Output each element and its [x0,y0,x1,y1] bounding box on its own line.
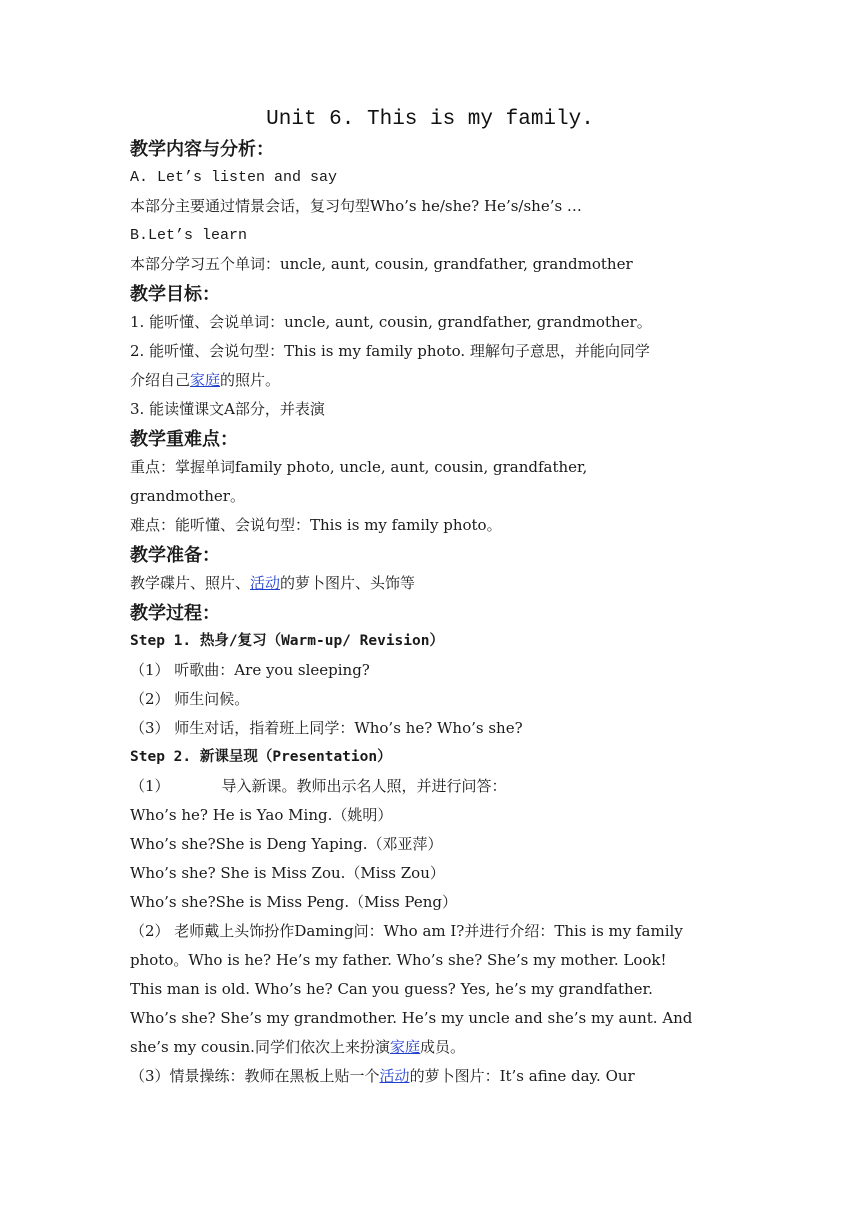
preparation-text-pre: 教学碟片、照片、 [130,574,251,592]
step-2-item-2-line-1: （2） 老师戴上头饰扮作Daming问：Who am I?并进行介绍：This is my family [130,922,683,940]
goal-2-line-2 [130,366,740,395]
qa-line-3: Who’s she? She is Miss Zou.（Miss Zou） [130,864,445,882]
section-heading-preparation: 教学准备： [130,545,220,566]
goal-2-line-1: 2. 能听懂、会说句型：This is my family photo. 理解句子意思，并能向同学 [130,342,650,360]
section-heading-content: 教学内容与分析： [130,139,274,160]
step-2-item-2-line-5-pre: she’s my cousin.同学们依次上来扮演 [130,1038,390,1056]
qa-line-4: Who’s she?She is Miss Peng.（Miss Peng） [130,893,457,911]
goal-2-text-pre: 介绍自己 [130,371,191,389]
section-heading-key-points: 教学重难点： [130,429,238,450]
step-1-heading: Step 1. 热身/复习（Warm-up/ Revision） [130,633,444,649]
section-heading-goals: 教学目标： [130,284,220,305]
goal-1: 1. 能听懂、会说单词：uncle, aunt, cousin, grandfather, grandmother。 [130,313,652,331]
step-2-item-1-number: （1） [130,777,170,795]
activity-link[interactable]: 活动 [250,574,281,592]
step-2-item-2-line-5 [130,1033,740,1062]
step-2-item-3-pre: （3）情景操练：教师在黑板上贴一个 [130,1067,380,1085]
goal-3: 3. 能读懂课文A部分，并表演 [130,400,325,418]
document-body [130,134,740,1091]
step-2-item-2-line-5-post: 成员。 [419,1038,465,1056]
step-2-item-1-text: 导入新课。教师出示名人照，并进行问答： [221,777,507,795]
difficult-point: 难点：能听懂、会说句型：This is my family photo。 [130,516,502,534]
step-1-item-1: （1） 听歌曲：Are you sleeping? [130,661,370,679]
section-heading-process: 教学过程： [130,603,220,624]
goal-2-text-post: 的照片。 [220,371,281,389]
step-1-item-2: （2） 师生问候。 [130,690,250,708]
step-2-item-1 [130,772,740,801]
key-point-line-2: grandmother。 [130,487,245,505]
step-2-item-2-line-4: Who’s she? She’s my grandmother. He’s my uncle and she’s my aunt. And [130,1009,693,1027]
key-point-line-1: 重点：掌握单词family photo, uncle, aunt, cousin, grandfather, [130,458,588,476]
preparation-text [130,569,740,598]
step-2-heading: Step 2. 新课呈现（Presentation） [130,749,392,765]
step-2-item-3-post: 的萝卜图片：It’s afine day. Our [409,1067,635,1085]
step-2-item-3 [130,1062,740,1091]
content-part-b-desc: 本部分学习五个单词：uncle, aunt, cousin, grandfather, grandmother [130,255,633,273]
family-link-2[interactable]: 家庭 [389,1038,420,1056]
preparation-text-post: 的萝卜图片、头饰等 [280,574,416,592]
family-link[interactable]: 家庭 [190,371,221,389]
activity-link-2[interactable]: 活动 [379,1067,410,1085]
qa-line-1: Who’s he? He is Yao Ming.（姚明） [130,806,393,824]
step-2-item-2-line-3: This man is old. Who’s he? Can you guess? Yes, he’s my grandfather. [130,980,653,998]
step-2-item-2-line-2: photo。Who is he? He’s my father. Who’s she? She’s my mother. Look! [130,951,667,969]
qa-line-2: Who’s she?She is Deng Yaping.（邓亚萍） [130,835,443,853]
content-part-a: A. Let’s listen and say [130,169,338,186]
step-1-item-3: （3） 师生对话，指着班上同学：Who’s he? Who’s she? [130,719,523,737]
document-title: Unit 6. This is my family. [266,108,594,131]
content-part-a-desc: 本部分主要通过情景会话，复习句型Who’s he/she? He’s/she’s … [130,197,582,215]
content-part-b: B.Let’s learn [130,227,248,244]
